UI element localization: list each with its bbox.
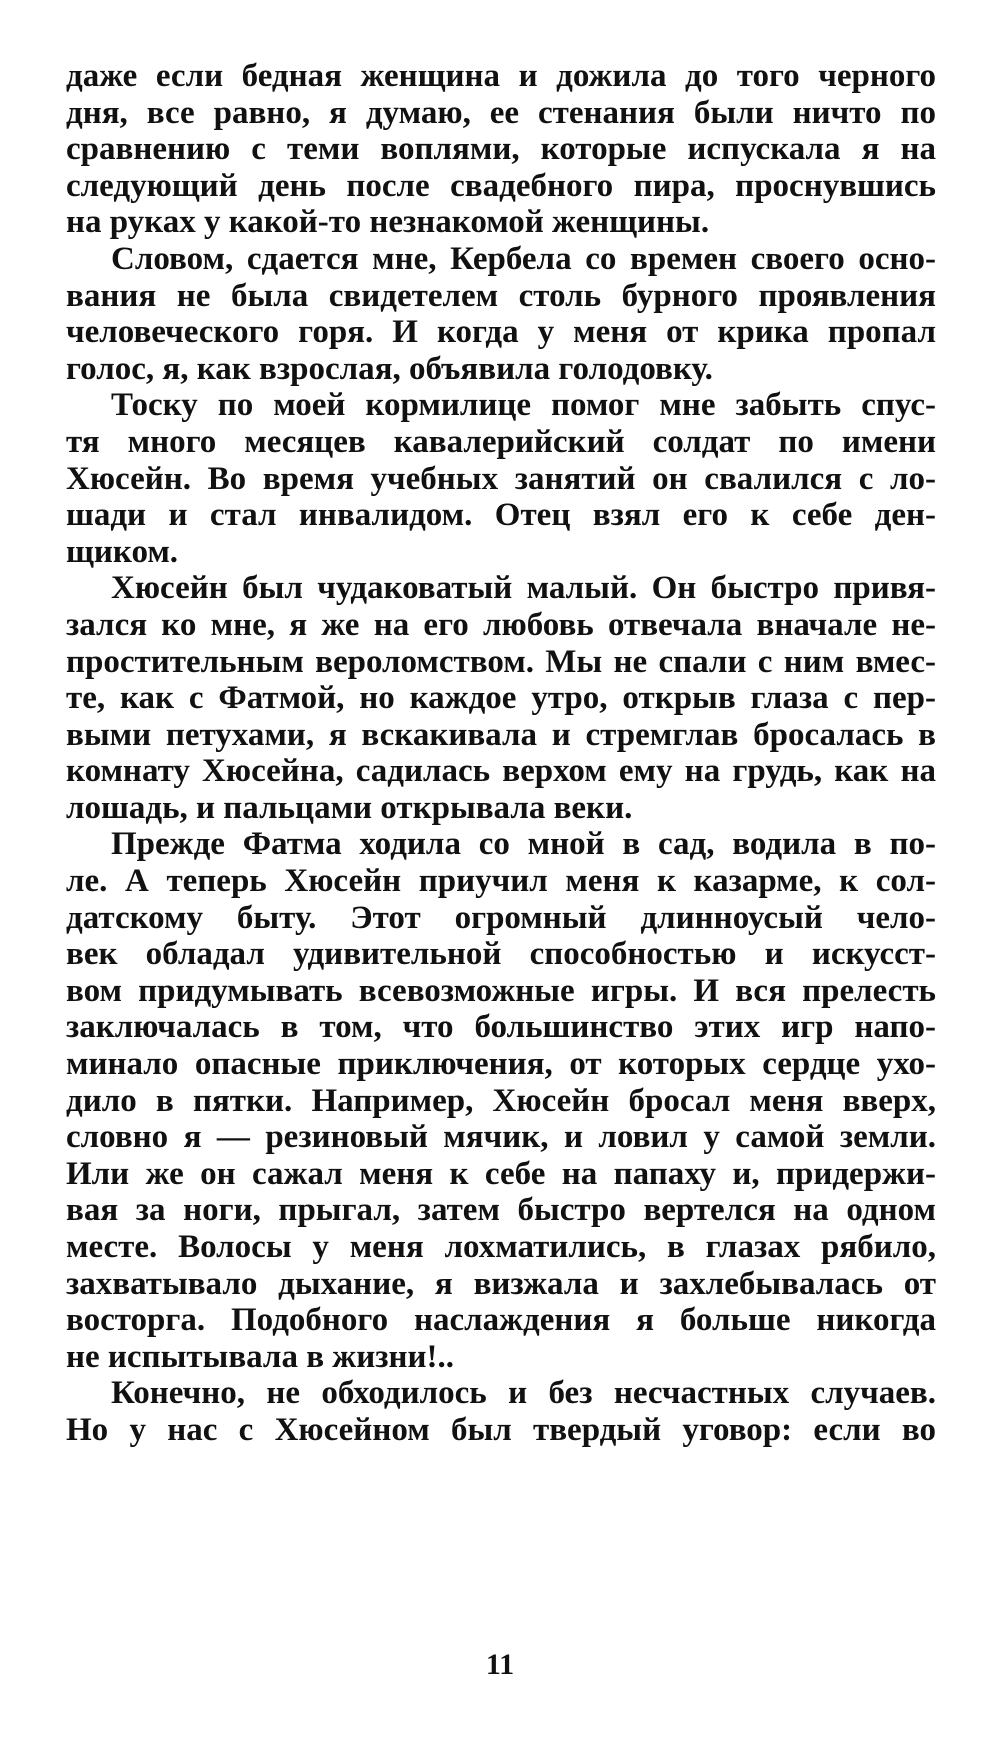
text-line: век обладал удивительной способностью и искусст- [66, 936, 936, 973]
text-line: даже если бедная женщина и дожила до того черного [66, 58, 936, 94]
text-line: ле. А теперь Хюсейн приучил меня к казарме, к сол- [66, 863, 936, 900]
text-line: датскому быту. Этот огромный длинноусый чело- [66, 899, 936, 936]
text-line: вания не была свидетелем столь бурного проявления [66, 277, 936, 314]
text-line: не испытывала в жизни!.. [66, 1338, 454, 1375]
paragraph [66, 387, 936, 570]
text-line: заключалась в том, что большинство этих игр напо- [66, 1009, 936, 1046]
text-line: на руках у какой-то незнакомой женщины. [66, 204, 710, 241]
text-line: дило в пятки. Например, Хюсейн бросал меня вверх, [66, 1082, 936, 1119]
text-line: зался ко мне, я же на его любовь отвечала вначале не- [66, 606, 936, 643]
text-line: комнату Хюсейна, садилась верхом ему на грудь, как на [66, 753, 936, 790]
text-line: те, как с Фатмой, но каждое утро, открыв глаза с пер- [66, 680, 936, 717]
text-line: человеческого горя. И когда у меня от крика пропал [66, 314, 936, 351]
text-line: словно я — резиновый мячик, и ловил у самой земли. [66, 1119, 936, 1156]
text-line: вом придумывать всевозможные игры. И вся прелесть [66, 972, 936, 1009]
text-line: Конечно, не обходилось и без несчастных случаев. [111, 1375, 936, 1412]
text-line: Но у нас с Хюсейном был твердый уговор: если во [66, 1411, 936, 1448]
text-line: захватывало дыхание, я визжала и захлебывалась от [66, 1265, 936, 1302]
paragraph [66, 1375, 936, 1448]
paragraph [66, 241, 936, 387]
paragraph [66, 58, 936, 241]
page-number: 11 [485, 1648, 515, 1681]
text-line: Словом, сдается мне, Кербела со времен своего осно- [111, 240, 936, 277]
text-line: Хюсейн. Во время учебных занятий он свалился с ло- [66, 460, 936, 497]
text-line: Хюсейн был чудаковатый малый. Он быстро привя- [111, 570, 936, 607]
text-line: Или же он сажал меня к себе на папаху и, придержи- [66, 1155, 936, 1192]
text-line: вая за ноги, прыгал, затем быстро вертелся на одном [66, 1192, 936, 1229]
body-text [66, 58, 936, 1449]
text-line: лошадь, и пальцами открывала веки. [66, 789, 633, 826]
text-line: Тоску по моей кормилице помог мне забыть спус- [111, 387, 936, 424]
text-line: выми петухами, я вскакивала и стремглав бросалась в [66, 716, 936, 753]
text-line: шади и стал инвалидом. Отец взял его к себе ден- [66, 497, 936, 534]
text-line: дня, все равно, я думаю, ее стенания были ничто по [66, 94, 936, 131]
text-line: месте. Волосы у меня лохматились, в глазах рябило, [66, 1229, 936, 1265]
text-line: простительным вероломством. Мы не спали с ним вмес- [66, 643, 936, 680]
paragraph [66, 570, 936, 826]
text-line: сравнению с теми воплями, которые испускала я на [66, 131, 936, 168]
text-line: восторга. Подобного наслаждения я больше никогда [66, 1302, 936, 1339]
text-line: голос, я, как взрослая, объявила голодовку. [66, 350, 713, 387]
text-line: Прежде Фатма ходила со мной в сад, водила в по- [111, 826, 936, 863]
text-line: следующий день после свадебного пира, проснувшись [66, 167, 936, 204]
text-line: щиком. [66, 533, 179, 570]
text-line: минало опасные приключения, от которых сердце ухо- [66, 1046, 936, 1083]
text-line: тя много месяцев кавалерийский солдат по имени [66, 423, 936, 460]
paragraph [66, 826, 936, 1375]
